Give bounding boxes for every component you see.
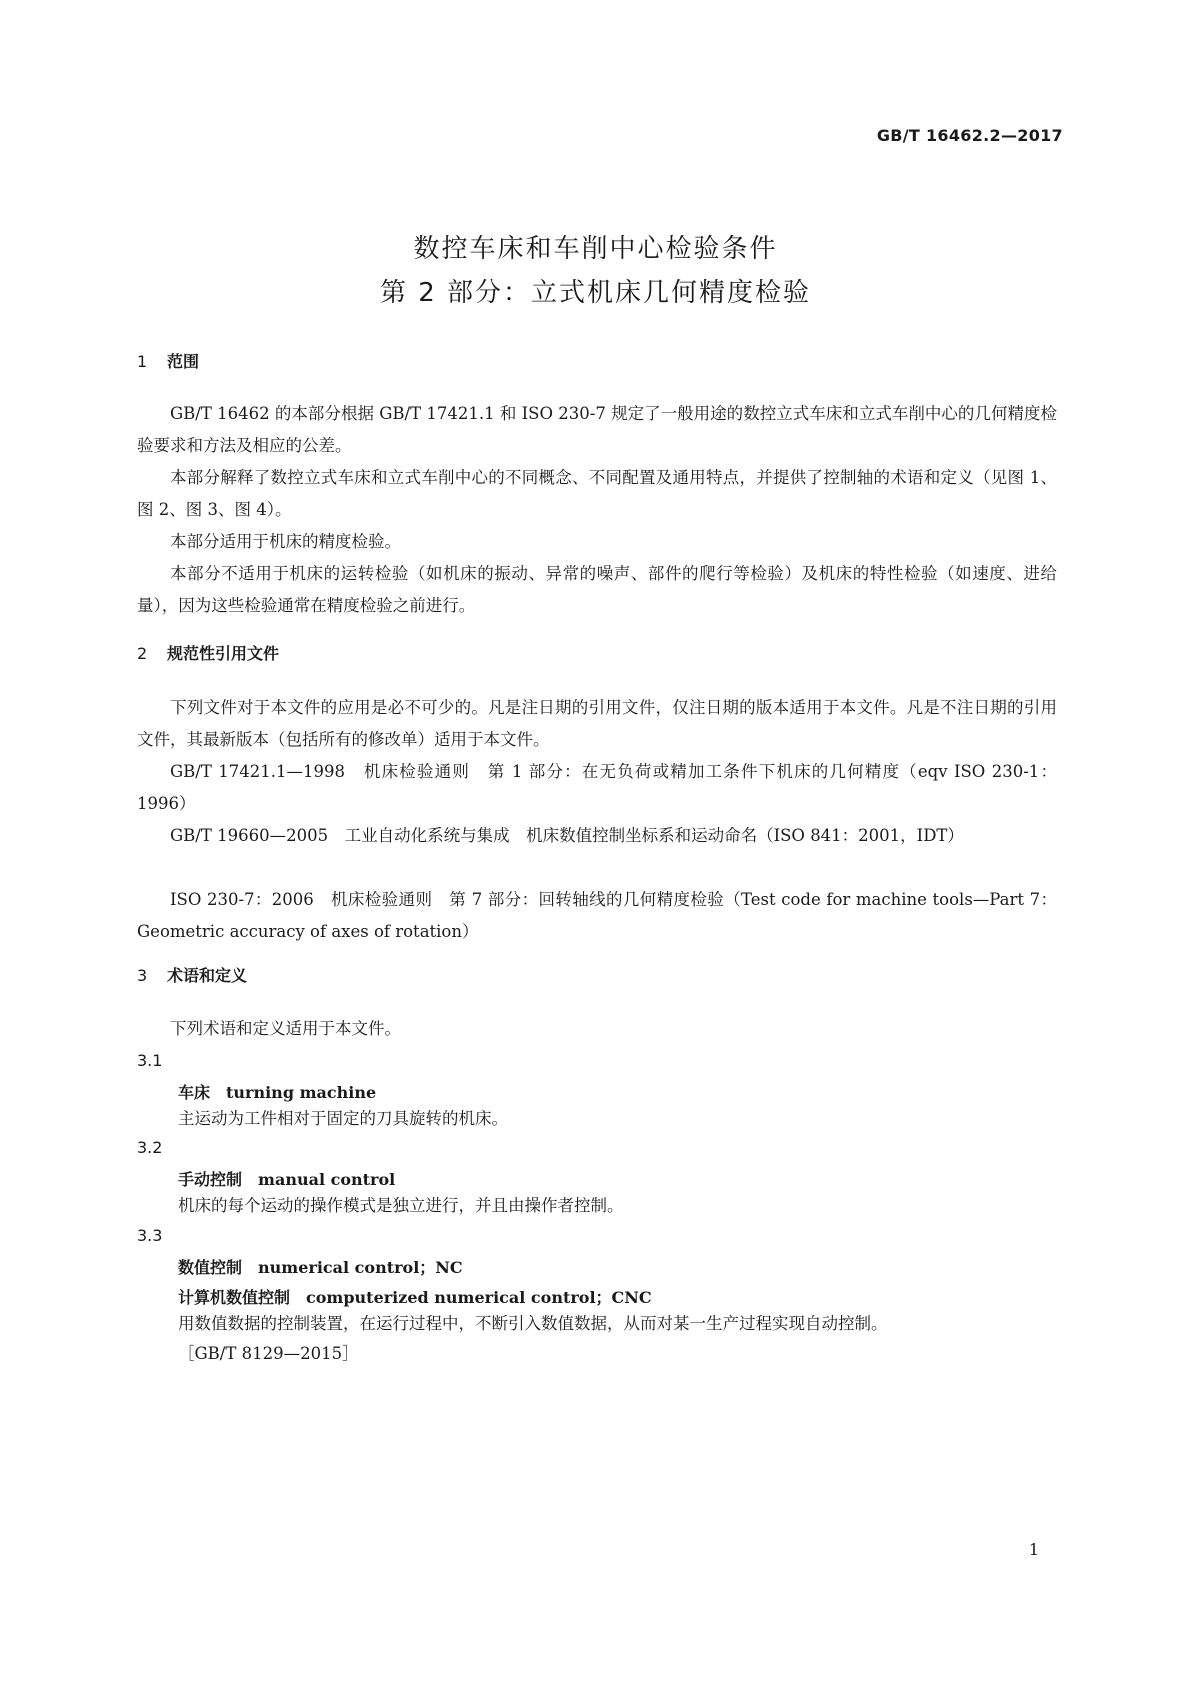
document-title-line2: 第 2 部分：立式机床几何精度检验 bbox=[379, 278, 812, 308]
section-1-heading bbox=[137, 349, 199, 372]
reference-item: ISO 230-7：2006 机床检验通则 第 7 部分：回转轴线的几何精度检验（Test code for machine tools—Part 7：Geometric accuracy of axes of rotation） bbox=[137, 890, 1057, 941]
reference-item: GB/T 17421.1—1998 机床检验通则 第 1 部分：在无负荷或精加工条件下机床的几何精度（eqv ISO 230-1：1996） bbox=[137, 762, 1057, 813]
term-cn: 数值控制 bbox=[178, 1258, 243, 1277]
section-title: 术语和定义 bbox=[167, 966, 248, 985]
section-title: 范围 bbox=[167, 352, 200, 371]
paragraph: GB/T 16462 的本部分根据 GB/T 17421.1 和 ISO 230-7 规定了一般用途的数控立式车床和立式车削中心的几何精度检验要求和方法及相应的公差。 bbox=[137, 404, 1057, 455]
term-number: 3.3 bbox=[137, 1226, 163, 1245]
paragraph: 下列文件对于本文件的应用是必不可少的。凡是注日期的引用文件，仅注日期的版本适用于本文件。凡是不注日期的引用文件，其最新版本（包括所有的修改单）适用于本文件。 bbox=[137, 698, 1057, 749]
term-cn: 手动控制 bbox=[178, 1170, 243, 1189]
section-number: 3 bbox=[137, 966, 148, 985]
section-number: 1 bbox=[137, 352, 148, 371]
document-title-line1: 数控车床和车削中心检验条件 bbox=[413, 234, 778, 264]
term-title bbox=[178, 1167, 395, 1190]
term-definition: 用数值数据的控制装置，在运行过程中，不断引入数值数据，从而对某一生产过程实现自动控制。 bbox=[178, 1314, 888, 1333]
page-number: 1 bbox=[1028, 1540, 1039, 1559]
term-title bbox=[178, 1080, 376, 1103]
paragraph: 本部分不适用于机床的运转检验（如机床的振动、异常的噪声、部件的爬行等检验）及机床的特性检验（如速度、进给量），因为这些检验通常在精度检验之前进行。 bbox=[137, 564, 1057, 615]
term-cn: 车床 bbox=[178, 1083, 211, 1102]
term-en: computerized numerical control；CNC bbox=[306, 1288, 652, 1307]
paragraph: 下列术语和定义适用于本文件。 bbox=[170, 1019, 401, 1038]
paragraph: 本部分适用于机床的精度检验。 bbox=[170, 532, 401, 551]
section-number: 2 bbox=[137, 644, 148, 663]
term-title bbox=[178, 1255, 463, 1278]
term-definition: 机床的每个运动的操作模式是独立进行，并且由操作者控制。 bbox=[178, 1196, 624, 1215]
term-definition: 主运动为工件相对于固定的刀具旋转的机床。 bbox=[178, 1109, 508, 1128]
term-en: manual control bbox=[258, 1170, 396, 1189]
term-source: ［GB/T 8129—2015］ bbox=[178, 1344, 359, 1363]
reference-item: GB/T 19660—2005 工业自动化系统与集成 机床数值控制坐标系和运动命名（ISO 841：2001，IDT） bbox=[170, 826, 964, 845]
term-title-alt bbox=[178, 1285, 652, 1308]
term-en: numerical control；NC bbox=[258, 1258, 463, 1277]
paragraph: 本部分解释了数控立式车床和立式车削中心的不同概念、不同配置及通用特点，并提供了控制轴的术语和定义（见图 1、图 2、图 3、图 4）。 bbox=[137, 468, 1057, 519]
term-number: 3.2 bbox=[137, 1138, 163, 1157]
term-number: 3.1 bbox=[137, 1051, 163, 1070]
section-2-heading bbox=[137, 641, 279, 664]
section-title: 规范性引用文件 bbox=[167, 644, 280, 663]
term-en: turning machine bbox=[226, 1083, 377, 1102]
section-3-heading bbox=[137, 963, 247, 986]
term-cn: 计算机数值控制 bbox=[178, 1288, 291, 1307]
standard-number: GB/T 16462.2—2017 bbox=[876, 126, 1063, 145]
